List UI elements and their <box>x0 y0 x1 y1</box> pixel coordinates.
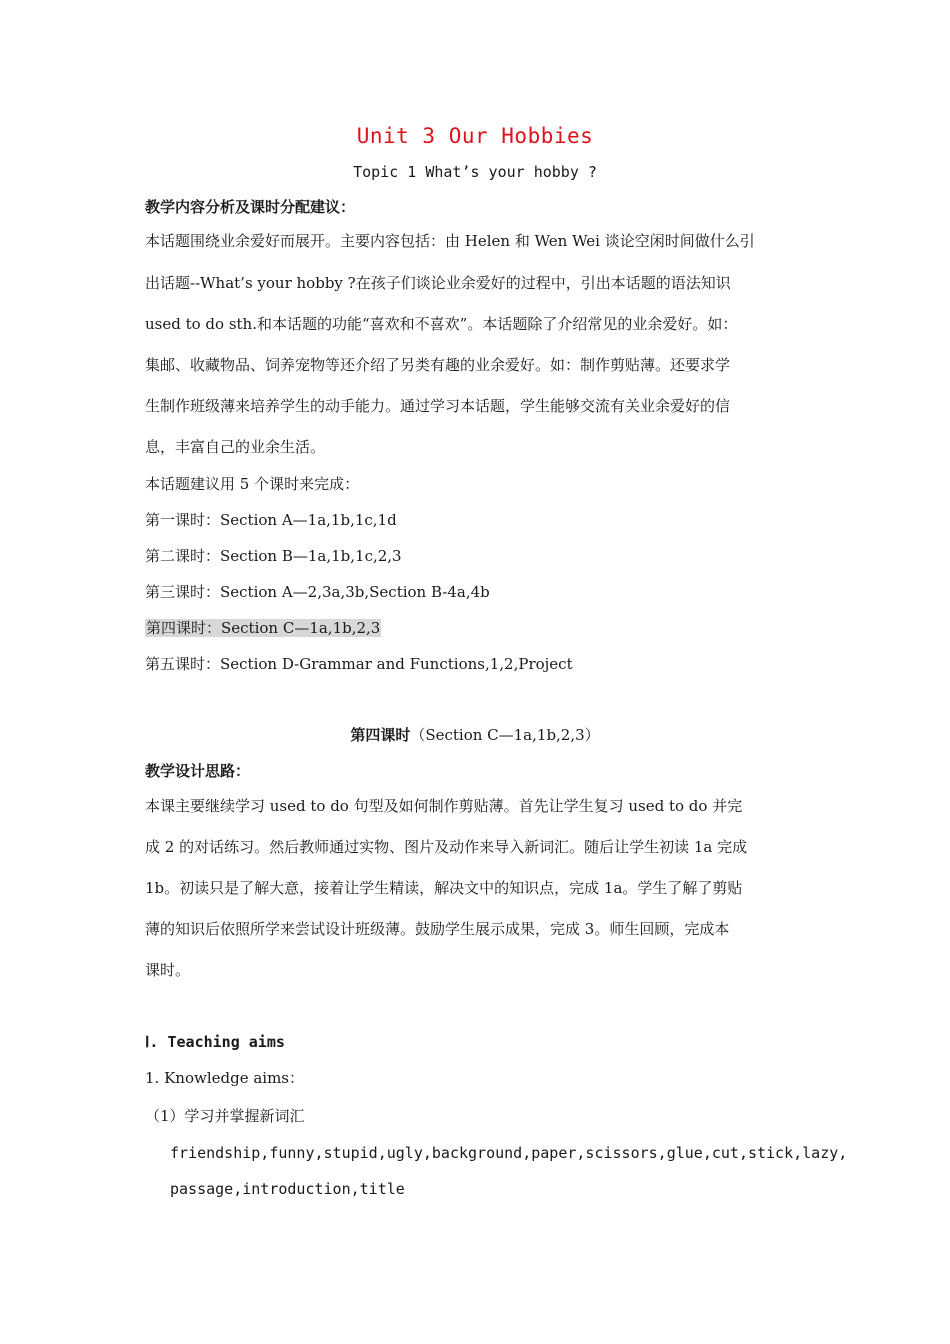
analysis-line-3: used to do sth.和本话题的功能“喜欢和不喜欢”。本话题除了介绍常见的业余爱好。如： <box>145 315 738 333</box>
lesson-intro: 本话题建议用 5 个课时来完成： <box>145 475 360 493</box>
lesson-item-3: 第三课时：Section A—2,3a,3b,Section B-4a,4b <box>145 583 490 601</box>
design-line-4: 薄的知识后依照所学来尝试设计班级薄。鼓励学生展示成果，完成 3。师生回顾，完成本 <box>145 920 730 938</box>
lesson-item-5: 第五课时：Section D-Grammar and Functions,1,2,Project <box>145 655 573 673</box>
topic-subtitle: Topic 1 What’s your hobby ? <box>353 163 597 181</box>
lesson4-heading-rest: （Section C—1a,1b,2,3） <box>410 726 600 744</box>
vocab-line-2: passage,introduction,title <box>170 1180 405 1198</box>
unit-title: Unit 3 Our Hobbies <box>356 124 594 148</box>
lesson-item-4-highlight: 第四课时：Section C—1a,1b,2,3 <box>146 619 381 637</box>
design-line-2: 成 2 的对话练习。然后教师通过实物、图片及动作来导入新词汇。随后让学生初读 1a 完成 <box>145 838 748 856</box>
design-line-5: 课时。 <box>145 961 191 979</box>
aims-item-1: （1）学习并掌握新词汇 <box>145 1107 305 1125</box>
analysis-line-2: 出话题--What’s your hobby ?在孩子们谈论业余爱好的过程中，引出本话题的语法知识 <box>145 274 731 292</box>
knowledge-aims-heading: 1. Knowledge aims： <box>145 1069 305 1087</box>
design-heading: 教学设计思路： <box>145 762 251 780</box>
lesson4-heading <box>0 725 950 745</box>
lesson4-heading-bold: 第四课时 <box>350 726 411 744</box>
analysis-line-1: 本话题围绕业余爱好而展开。主要内容包括：由 Helen 和 Wen Wei 谈论空闲时间做什么引 <box>145 232 755 250</box>
analysis-line-6: 息，丰富自己的业余生活。 <box>145 438 326 456</box>
teaching-aims-heading: Ⅰ. Teaching aims <box>145 1033 285 1051</box>
lesson-item-1: 第一课时：Section A—1a,1b,1c,1d <box>145 511 397 529</box>
analysis-heading: 教学内容分析及课时分配建议： <box>145 198 356 216</box>
analysis-line-5: 生制作班级薄来培养学生的动手能力。通过学习本话题，学生能够交流有关业余爱好的信 <box>145 397 731 415</box>
vocab-line-1: friendship,funny,stupid,ugly,background,paper,scissors,glue,cut,stick,lazy, <box>170 1144 848 1162</box>
analysis-line-4: 集邮、收藏物品、饲养宠物等还介绍了另类有趣的业余爱好。如：制作剪贴薄。还要求学 <box>145 356 731 374</box>
design-line-1: 本课主要继续学习 used to do 句型及如何制作剪贴薄。首先让学生复习 used to do 并完 <box>145 797 743 815</box>
lesson-item-4 <box>145 618 815 638</box>
lesson-item-2: 第二课时：Section B—1a,1b,1c,2,3 <box>145 547 402 565</box>
design-line-3: 1b。初读只是了解大意，接着让学生精读，解决文中的知识点，完成 1a。学生了解了剪贴 <box>145 879 743 897</box>
